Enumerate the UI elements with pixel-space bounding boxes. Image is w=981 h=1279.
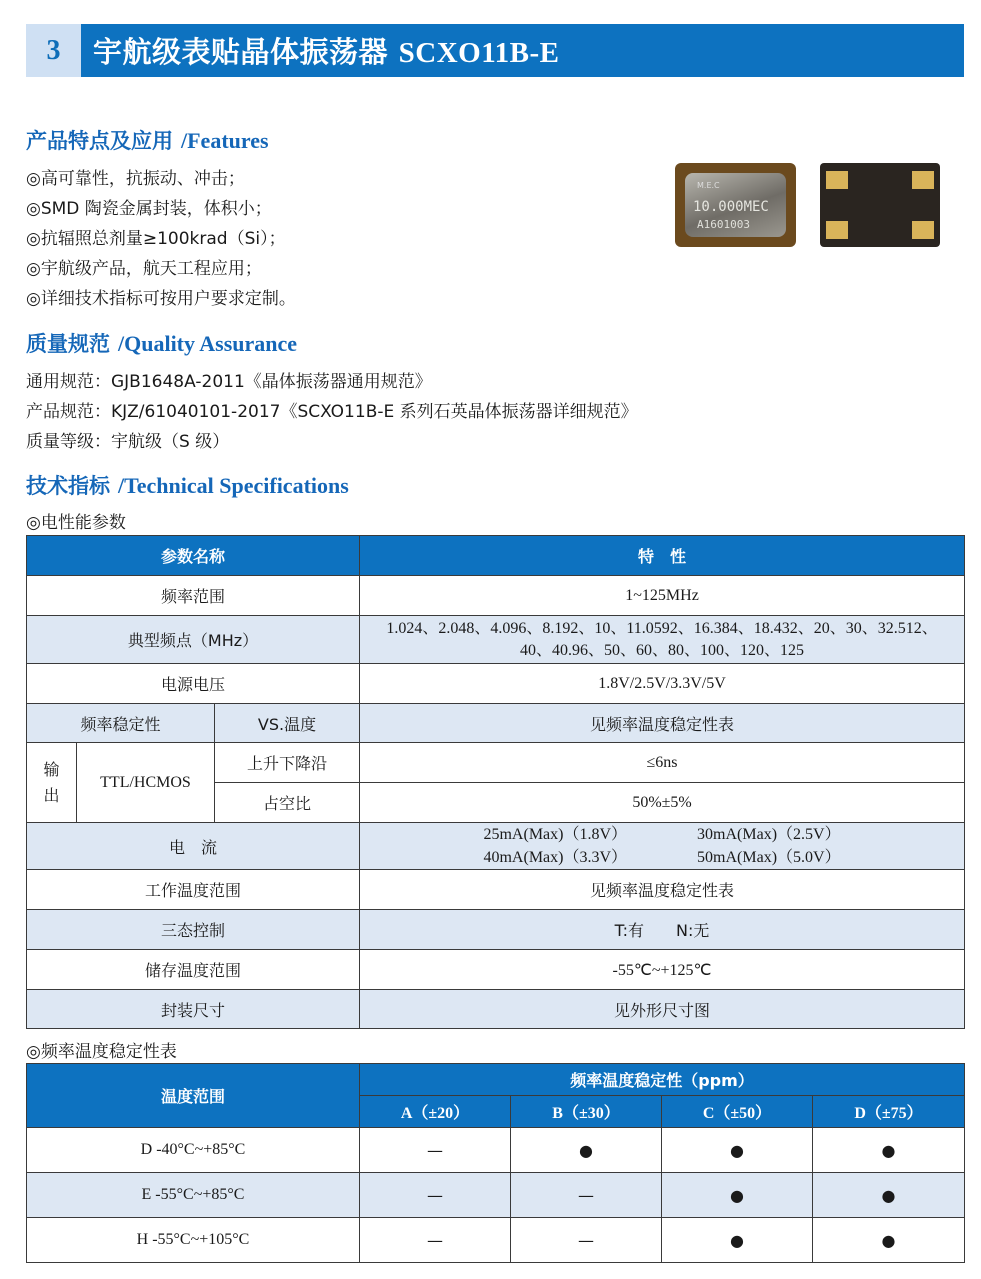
table-row [27, 950, 965, 990]
temp-header-stab: 频率温度稳定性（ppm） [360, 1064, 965, 1096]
features-heading-cn: 产品特点及应用 [26, 129, 173, 153]
title-cn: 宇航级表贴晶体振荡器 [93, 35, 389, 69]
temp-cell: — [511, 1173, 662, 1218]
chip-pad [826, 221, 848, 239]
feature-item: ◎详细技术指标可按用户要求定制。 [26, 289, 296, 309]
current-1v8: 25mA(Max)（1.8V） [483, 826, 628, 843]
temp-cell: ● [662, 1218, 813, 1263]
feature-item: ◎高可靠性，抗振动、冲击； [26, 169, 245, 189]
table-row [27, 990, 965, 1029]
freq-range-value: 1~125MHz [360, 576, 965, 616]
table-row [27, 1218, 965, 1263]
tristate-label: 三态控制 [27, 910, 360, 950]
temp-header-range: 温度范围 [27, 1064, 360, 1128]
tech-heading-cn: 技术指标 [26, 474, 110, 498]
spec-subheading: ◎电性能参数 [26, 513, 126, 533]
temp-cell: — [511, 1218, 662, 1263]
chip-pad [912, 221, 934, 239]
output-label [27, 743, 77, 823]
tristate-value [360, 910, 965, 950]
quality-line: 质量等级：宇航级（S 级） [26, 432, 230, 452]
chip-pad [912, 171, 934, 189]
current-5v0: 50mA(Max)（5.0V） [697, 849, 841, 866]
temp-cell: — [360, 1173, 511, 1218]
typical-value [360, 616, 965, 664]
table-row [27, 704, 965, 743]
temp-col-c: C（±50） [662, 1096, 813, 1128]
output-label-1: 输 [43, 759, 60, 779]
spec-header-value: 特 性 [360, 536, 965, 576]
feature-item: ◎SMD 陶瓷金属封装，体积小； [26, 199, 272, 219]
spec-header-param: 参数名称 [27, 536, 360, 576]
op-temp-value: 见频率温度稳定性表 [360, 870, 965, 910]
duty-label: 占空比 [215, 783, 360, 823]
supply-value: 1.8V/2.5V/3.3V/5V [360, 664, 965, 704]
table-row [27, 1128, 965, 1173]
quality-heading-cn: 质量规范 [26, 332, 110, 356]
stability-value: 见频率温度稳定性表 [360, 704, 965, 743]
table-row [27, 743, 965, 783]
temp-cell: ● [813, 1173, 965, 1218]
tech-heading [26, 470, 349, 500]
quality-heading [26, 328, 297, 358]
output-label-2: 出 [43, 785, 60, 805]
temp-cell: ● [813, 1128, 965, 1173]
typical-value-line-2: 40、40.96、50、60、80、100、120、125 [520, 641, 805, 659]
chip-logo: M.E.C [697, 181, 720, 190]
features-heading-en: /Features [181, 128, 269, 153]
rise-value: ≤6ns [360, 743, 965, 783]
temp-table [26, 1063, 965, 1263]
product-photo-bottom [820, 163, 940, 247]
op-temp-label: 工作温度范围 [27, 870, 360, 910]
page-title [81, 30, 559, 71]
typical-value-line-1: 1.024、2.048、4.096、8.192、10、11.0592、16.384、18.432、20、30、32.512、 [386, 619, 938, 637]
quality-heading-en: /Quality Assurance [118, 331, 298, 356]
current-2v5: 30mA(Max)（2.5V） [697, 826, 841, 843]
temp-col-b: B（±30） [511, 1096, 662, 1128]
spec-table [26, 535, 965, 1029]
current-3v3: 40mA(Max)（3.3V） [483, 849, 628, 866]
quality-line: 产品规范：KJZ/61040101-2017《SCXO11B-E 系列石英晶体振荡器详细规范》 [26, 402, 638, 422]
stability-sub: VS.温度 [215, 704, 360, 743]
package-value: 见外形尺寸图 [360, 990, 965, 1029]
temp-cell: ● [813, 1218, 965, 1263]
quality-line: 通用规范：GJB1648A-2011《晶体振荡器通用规范》 [26, 372, 432, 392]
chip-marking-1: 10.000MEC [693, 199, 769, 215]
product-photo-top [675, 163, 796, 247]
temp-cell: ● [662, 1128, 813, 1173]
temp-range: D -40°C~+85°C [27, 1128, 360, 1173]
tristate-n: N:无 [676, 921, 710, 940]
chip-pad [826, 171, 848, 189]
duty-value: 50%±5% [360, 783, 965, 823]
feature-item: ◎抗辐照总剂量≥100krad（Si）； [26, 229, 286, 249]
table-row [27, 664, 965, 704]
title-bar [26, 24, 964, 77]
temp-cell: — [360, 1128, 511, 1173]
temp-range: H -55°C~+105°C [27, 1218, 360, 1263]
storage-value: -55℃~+125℃ [360, 950, 965, 990]
table-row [27, 910, 965, 950]
package-label: 封装尺寸 [27, 990, 360, 1029]
storage-label: 储存温度范围 [27, 950, 360, 990]
table-row [27, 870, 965, 910]
temp-col-a: A（±20） [360, 1096, 511, 1128]
typical-label: 典型频点（MHz） [27, 616, 360, 664]
title-model: SCXO11B-E [398, 37, 560, 69]
section-number: 3 [26, 24, 81, 77]
output-type: TTL/HCMOS [77, 743, 215, 823]
tristate-t: T:有 [614, 921, 645, 940]
temp-subheading: ◎频率温度稳定性表 [26, 1042, 177, 1062]
table-row [27, 616, 965, 664]
rise-label: 上升下降沿 [215, 743, 360, 783]
table-row [27, 1173, 965, 1218]
table-row [27, 823, 965, 870]
temp-cell: — [360, 1218, 511, 1263]
temp-col-d: D（±75） [813, 1096, 965, 1128]
temp-cell: ● [662, 1173, 813, 1218]
current-label: 电 流 [27, 823, 360, 870]
feature-item: ◎宇航级产品，航天工程应用； [26, 259, 262, 279]
table-row [27, 576, 965, 616]
stability-label: 频率稳定性 [27, 704, 215, 743]
chip-marking-2: A1601003 [697, 218, 750, 231]
supply-label: 电源电压 [27, 664, 360, 704]
features-heading [26, 125, 269, 155]
current-value [360, 823, 965, 870]
temp-cell: ● [511, 1128, 662, 1173]
temp-range: E -55°C~+85°C [27, 1173, 360, 1218]
tech-heading-en: /Technical Specifications [118, 473, 349, 498]
freq-range-label: 频率范围 [27, 576, 360, 616]
